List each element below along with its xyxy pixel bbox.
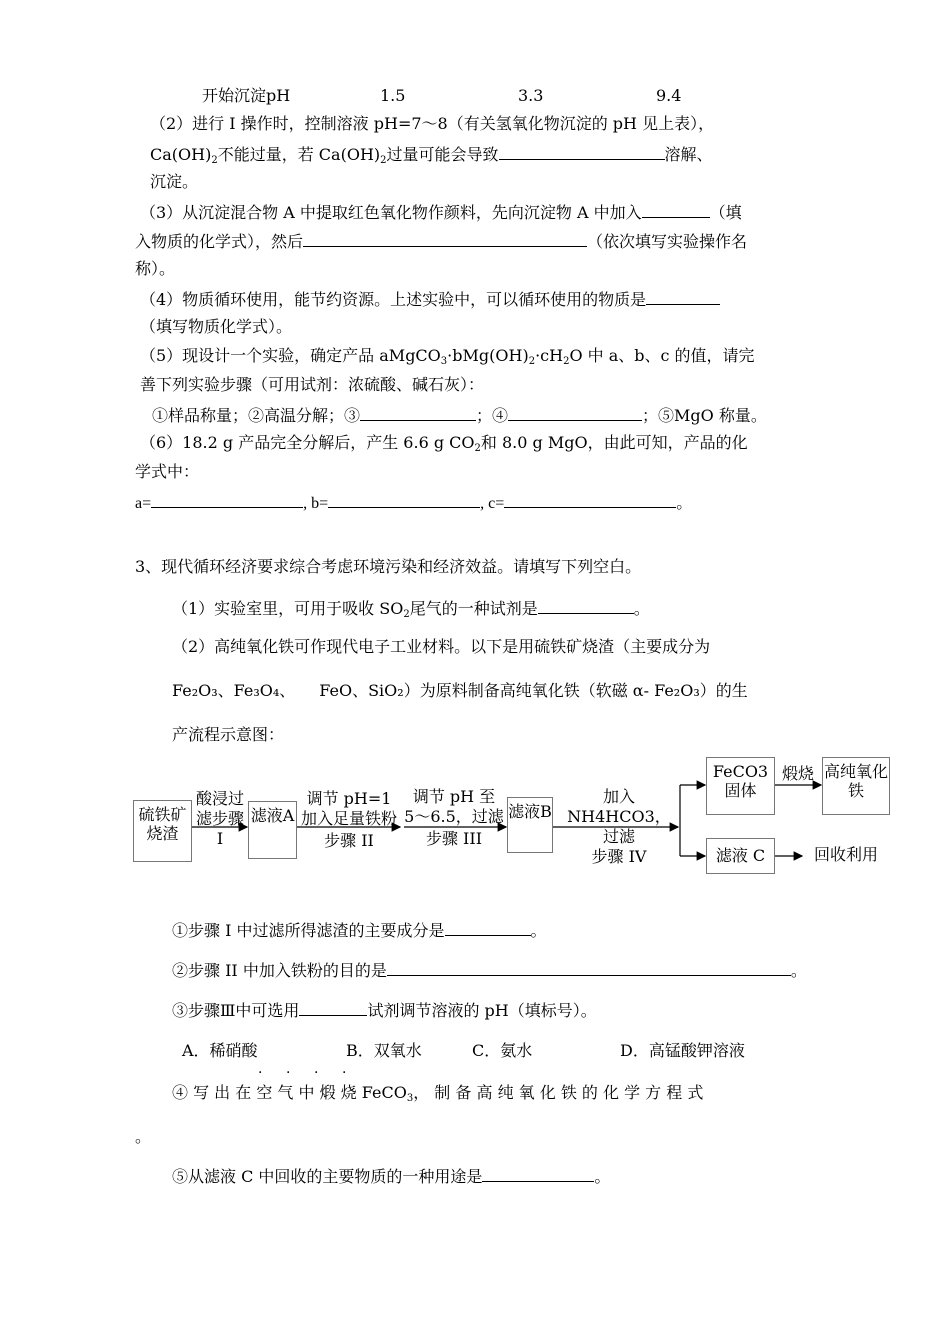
q2-p2-line1: （2）进行 Ⅰ 操作时，控制溶液 pH=7～8（有关氢氧化物沉淀的 pH 见上表）， (150, 114, 715, 133)
q2-p3-line3: 称）。 (135, 259, 176, 278)
flow-box-filtrate-a: 滤液A (248, 801, 297, 859)
q3-s4-line2: 。 (135, 1127, 152, 1146)
answer-blank-3-s2[interactable] (387, 959, 791, 976)
q3-s1: ①步骤 I 中过滤所得滤渣的主要成分是 。 (172, 921, 547, 940)
q2-p2-line3: 沉淀。 (150, 172, 199, 191)
q2-p3-line2: 入物质的化学式），然后 （依次填写实验操作名 (135, 232, 748, 251)
q3-option-b: B．双氧水 (346, 1041, 422, 1060)
flow-box-feco3-solid: FeCO3固体 (706, 757, 775, 815)
emphasis-dot-3: · (314, 1065, 319, 1081)
q2-p6-line2: 学式中： (135, 462, 200, 481)
q3-p2-line3: 产流程示意图： (172, 725, 285, 744)
flow-label-recycle: 回收利用 (814, 845, 879, 864)
q3-s2: ②步骤 II 中加入铁粉的目的是 。 (172, 961, 807, 980)
q2-p5-line1: （5）现设计一个实验，确定产品 $aMgCO_3\cdot bMg(OH)_2\cdot cH_2O$ 中 a、b、c 的值，请完 (140, 346, 755, 367)
q3-option-d: D．高锰酸钾溶液 (620, 1041, 745, 1060)
flow-box-high-purity-iron-oxide: 高纯氧化铁 (822, 757, 890, 815)
flow-box-ore-residue: 硫铁矿烧渣 (133, 800, 192, 862)
emphasis-dot-2: · (286, 1065, 291, 1081)
q3-title: 3、现代循环经济要求综合考虑环境污染和经济效益。请填写下列空白。 (135, 557, 642, 576)
flow-box-filtrate-b: 滤液B (507, 797, 553, 853)
answer-blank-3-s1[interactable] (445, 919, 531, 936)
q2-p5-line2: 善下列实验步骤（可用试剂：浓硫酸、碱石灰）： (140, 375, 485, 394)
flow-label-step1: 酸浸过滤步骤Ⅰ (195, 789, 244, 848)
answer-blank-3-s5[interactable] (482, 1165, 594, 1182)
q2-p4-line2: （填写物质化学式）。 (140, 317, 293, 336)
flow-label-calcine: 煅烧 (781, 764, 814, 783)
flow-label-step4: 加入 NH4HCO3， 过滤 步骤 IV (567, 787, 671, 866)
q3-s3: ③步骤Ⅲ中可选用 试剂调节溶液的 pH（填标号）。 (172, 1001, 597, 1020)
q2-p5-line3: ①样品称量；②高温分解；③ ；④ ；⑤MgO 称量。 (152, 406, 767, 425)
q3-p2-line2: Fe₂O₃、Fe₃O₄、 FeO、SiO₂）为原料制备高纯氧化铁（软磁 α- Fe₂O₃）的生 (172, 681, 748, 700)
q2-p2-line2: $Ca(OH)_2$不能过量，若 $Ca(OH)_2$过量可能会导致 溶解、 (150, 145, 713, 166)
flow-label-step2: 调节 pH=1 加入足量铁粉 步骤 II (300, 789, 397, 850)
ph-value-2: 3.3 (518, 86, 544, 105)
flow-label-step3: 调节 pH 至 5～6.5，过滤 步骤 III (404, 787, 504, 848)
emphasis-dot-1: · (258, 1065, 263, 1081)
q3-p1: （1）实验室里，可用于吸收 $SO_2$尾气的一种试剂是 。 (172, 599, 650, 620)
q2-p6-line1: （6）18.2 g 产品完全分解后，产生 6.6 g $CO_2$和 8.0 g MgO，由此可知，产品的化 (140, 433, 748, 454)
q3-s5: ⑤从滤液 C 中回收的主要物质的一种用途是 。 (172, 1167, 611, 1186)
q2-p4-line1: （4）物质循环使用，能节约资源。上述实验中，可以循环使用的物质是 (140, 288, 720, 310)
q3-s4-line1: ④ 写 出 在 空 气 中 煅 烧 FeCO$_3$， 制 备 高 纯 氧 化 铁 的 化 学 方 程 式 (172, 1083, 704, 1104)
q3-p2-line1: （2）高纯氧化铁可作现代电子工业材料。以下是用硫铁矿烧渣（主要成分为 (172, 637, 711, 656)
ph-row-label: 开始沉淀pH (202, 86, 291, 105)
q2-p6-line3: a= , b= , c= 。 (135, 491, 692, 514)
answer-blank-3-s3[interactable] (299, 999, 367, 1016)
emphasis-dot-4: · (342, 1065, 347, 1081)
ph-value-1: 1.5 (380, 86, 406, 105)
q3-option-c: C．氨水 (472, 1041, 533, 1060)
ph-value-3: 9.4 (656, 86, 682, 105)
q3-option-a: A．稀硝酸 (182, 1041, 258, 1060)
flow-box-filtrate-c: 滤液 C (706, 838, 775, 874)
q2-p3-line1: （3）从沉淀混合物 A 中提取红色氧化物作颜料，先向沉淀物 A 中加入 （填 (140, 203, 742, 222)
